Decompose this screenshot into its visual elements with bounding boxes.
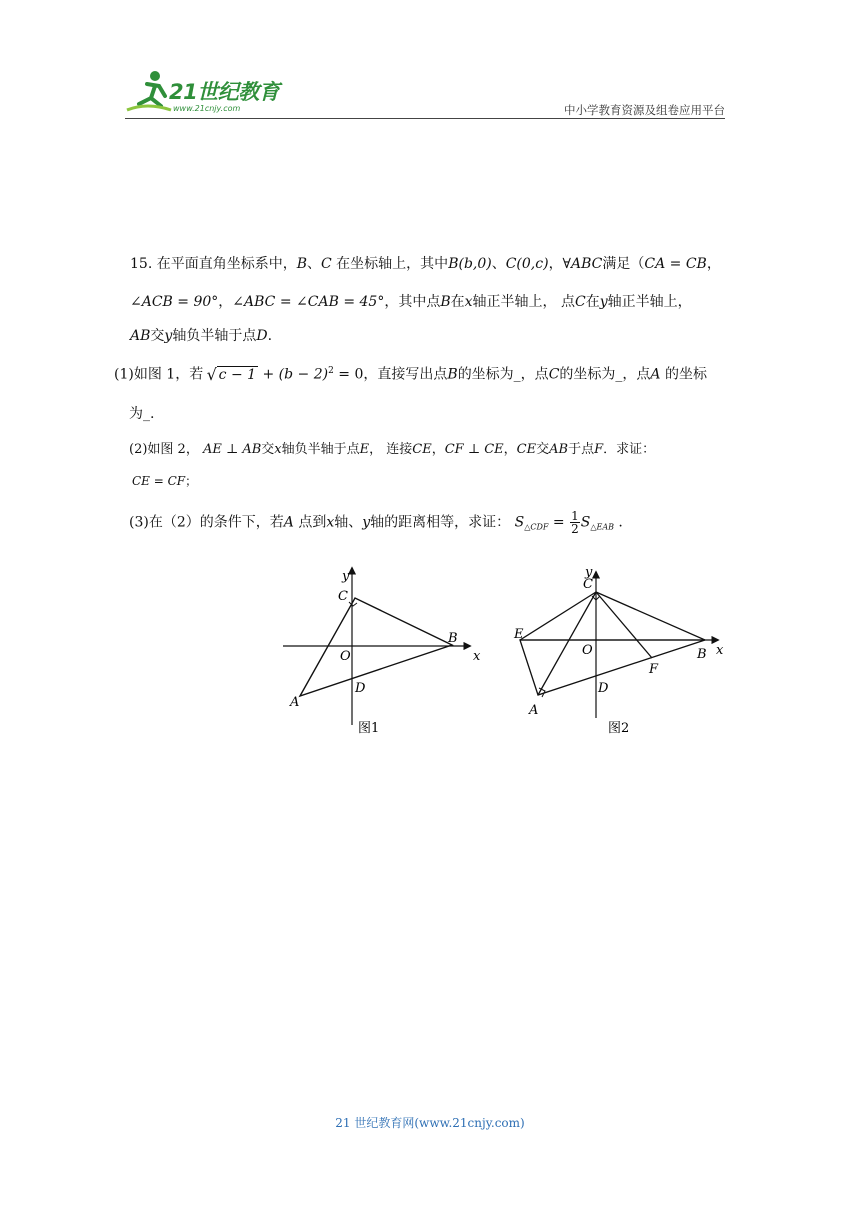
math: A	[283, 514, 294, 531]
math: D	[256, 328, 268, 344]
label-d: D	[355, 681, 366, 696]
text: 在平面直角坐标系中，	[156, 256, 297, 272]
text: .	[267, 328, 273, 344]
math: C(0,c)	[505, 256, 549, 272]
text: 在坐标轴上，其中	[331, 256, 449, 272]
text: ，∀	[548, 256, 572, 272]
label-o: O	[582, 643, 593, 658]
math: E	[359, 442, 370, 457]
text: 交	[150, 328, 165, 344]
math: AE ⊥ AB	[202, 442, 262, 457]
label-x: x	[716, 643, 724, 658]
text: 交	[536, 442, 550, 457]
label-y: y	[585, 565, 593, 580]
text: (2)如图 2，	[129, 442, 203, 457]
math: ∠ACB = 90°	[130, 294, 219, 310]
subscript: △CDF	[524, 522, 549, 532]
problem-line-2	[130, 294, 692, 312]
math: C	[548, 366, 560, 383]
figure-2-caption: 图2	[608, 721, 630, 736]
math: B	[296, 256, 308, 272]
text: 轴的距离相等，求证：	[370, 514, 515, 531]
math: CE = CF	[132, 474, 186, 488]
geometry-figures	[280, 560, 740, 740]
figure-1-caption: 图1	[358, 721, 380, 736]
text: ，	[503, 442, 517, 457]
math: =	[548, 514, 570, 531]
exponent: 2	[328, 366, 334, 376]
footer-text[interactable]: 21 世纪教育网(www.21cnjy.com)	[335, 1116, 525, 1130]
text: 在	[585, 294, 600, 310]
math: B	[440, 294, 451, 310]
segment-cf	[596, 592, 652, 658]
label-e: E	[514, 627, 524, 642]
text: 、	[307, 256, 322, 272]
part-2-line-2	[132, 474, 197, 489]
text: (1)如图 1，若	[114, 366, 204, 383]
text: ，	[706, 256, 721, 272]
text: 轴负半轴于点	[172, 328, 257, 344]
math: B	[447, 366, 458, 383]
label-o: O	[340, 649, 351, 664]
numerator: 1	[571, 509, 579, 523]
math: x	[326, 514, 335, 531]
math: y	[164, 328, 173, 344]
fraction-one-half	[570, 510, 580, 535]
math: CA = CB	[644, 256, 707, 272]
part-1-line-1	[114, 366, 707, 384]
part-2-line-1	[129, 442, 655, 458]
label-f: F	[649, 662, 659, 677]
text: 轴正半轴上，	[607, 294, 692, 310]
text: ，直接写出点	[363, 366, 448, 383]
header-divider	[125, 118, 725, 119]
label-c: C	[338, 589, 348, 604]
text: ，	[218, 294, 233, 310]
problem-line-1	[130, 256, 721, 274]
text: 轴正半轴上， 点	[472, 294, 575, 310]
label-c: C	[583, 577, 593, 592]
math: c − 1	[218, 366, 257, 383]
figures	[280, 560, 740, 740]
math: AB	[549, 442, 569, 457]
math: CF ⊥ CE	[444, 442, 504, 457]
text: (3)在（2）的条件下，若	[129, 514, 284, 531]
page-footer[interactable]	[0, 1114, 860, 1131]
text: 于点	[568, 442, 595, 457]
math: CE	[516, 442, 537, 457]
math: x	[464, 294, 473, 310]
text: ，	[431, 442, 445, 457]
subscript: △EAB	[590, 522, 614, 532]
problem-line-3	[130, 328, 272, 346]
sqrt-expression	[208, 367, 258, 385]
text: ，其中点	[384, 294, 441, 310]
text: 为_.	[129, 406, 155, 422]
text: 满足（	[602, 256, 645, 272]
math: F	[594, 442, 604, 457]
figure-1	[283, 568, 481, 736]
text: 的坐标为_，点	[559, 366, 651, 383]
math: C	[574, 294, 586, 310]
platform-tagline: 中小学教育资源及组卷应用平台	[564, 103, 725, 117]
text: .	[613, 514, 623, 531]
label-a: A	[529, 703, 539, 718]
math: B(b,0)	[448, 256, 492, 272]
figure-2	[513, 565, 724, 736]
label-d: D	[598, 681, 609, 696]
text: ， 连接	[369, 442, 413, 457]
text: ；	[185, 474, 198, 488]
math: ABC	[571, 256, 603, 272]
polygon-eab	[520, 640, 705, 695]
logo-text: 21世纪教育	[169, 80, 280, 104]
text: 在	[450, 294, 465, 310]
triangle-abc	[300, 598, 452, 696]
text: 点到	[293, 514, 327, 531]
math: AB	[130, 328, 151, 344]
math: x	[274, 442, 282, 457]
label-b: B	[448, 631, 458, 646]
site-logo[interactable]	[125, 66, 295, 118]
part-3-line	[129, 510, 623, 535]
math: ∠ABC = ∠CAB = 45°	[232, 294, 385, 310]
problem-number: 15.	[130, 256, 153, 272]
logo-url: www.21cnjy.com	[173, 104, 241, 113]
text: 交	[261, 442, 275, 457]
math: S	[514, 514, 525, 531]
math: y	[599, 294, 608, 310]
math: CE	[412, 442, 432, 457]
runner-icon	[125, 66, 175, 118]
math: y	[362, 514, 371, 531]
math: + (b − 2)	[258, 366, 329, 383]
math: = 0	[333, 366, 364, 383]
text: 轴、	[334, 514, 363, 531]
math: S	[580, 514, 591, 531]
label-a: A	[290, 695, 300, 710]
label-x: x	[473, 649, 481, 664]
math: A	[650, 366, 661, 383]
page-header	[125, 66, 725, 118]
math: C	[321, 256, 332, 272]
segment-ec	[520, 592, 596, 640]
denominator: 2	[571, 522, 579, 536]
text: 的坐标	[660, 366, 707, 383]
label-b: B	[697, 647, 707, 662]
part-1-line-2	[129, 406, 154, 424]
text: 、	[491, 256, 506, 272]
text: 轴负半轴于点	[281, 442, 360, 457]
segment-cb	[596, 592, 705, 640]
text: ．求证：	[603, 442, 656, 457]
label-y: y	[342, 569, 350, 584]
text: 的坐标为_，点	[457, 366, 549, 383]
